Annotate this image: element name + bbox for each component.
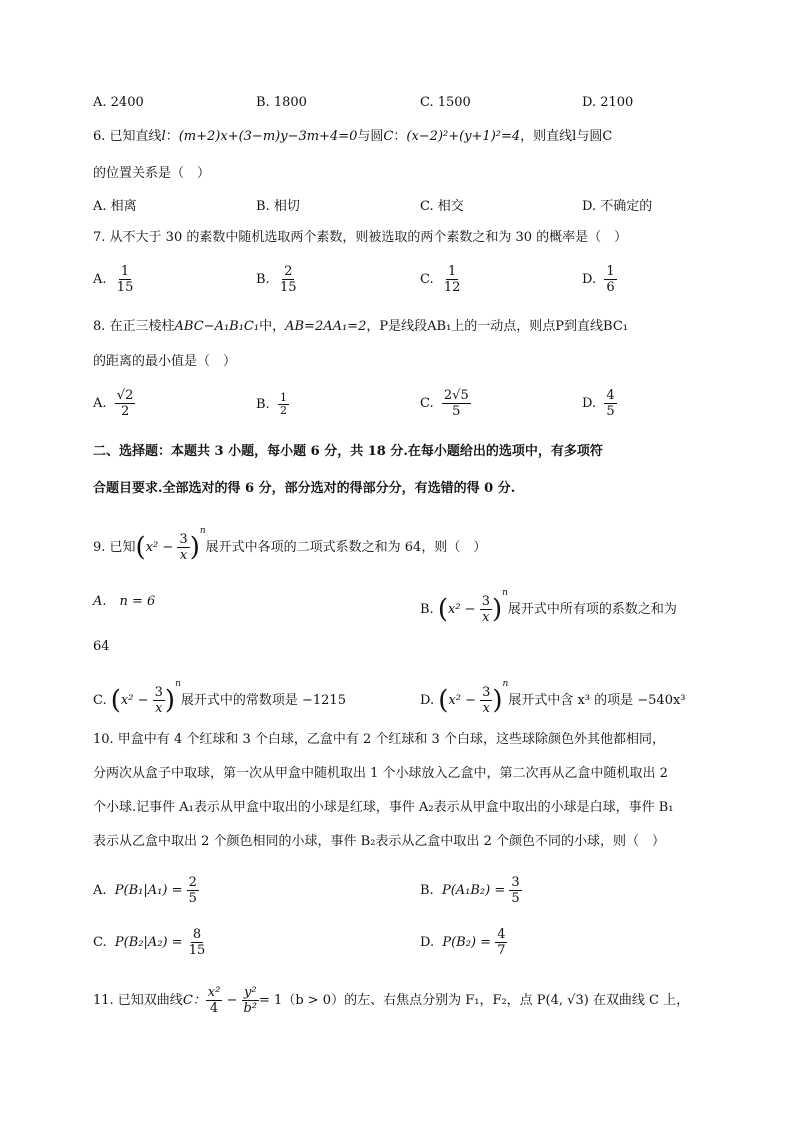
q10-option-b	[420, 875, 522, 906]
q6-colon: ：	[165, 129, 179, 144]
q10-d-den: 7	[497, 943, 506, 958]
q6-tail: ，则直线l与圆C	[520, 129, 613, 144]
q9-option-d: D. (x² − $\frac{3}{x}$ )$^n$展开式中含 x³ 的项是 −540x³	[420, 679, 686, 716]
q10-d-label: D.	[420, 935, 435, 950]
q7-a-den: 15	[116, 280, 134, 295]
q8-option-b	[256, 392, 289, 417]
q11-four: 4	[209, 1001, 219, 1016]
q8-a-fraction	[115, 388, 136, 419]
q8-a-num: √2	[116, 388, 134, 403]
q10-d-num: 4	[497, 927, 506, 942]
q10-line4: 表示从乙盒中取出 2 个颜色相同的小球，事件 B₂表示从乙盒中取出 2 个颜色不同的小球，则（ ）	[93, 834, 665, 849]
q6-stem: 6. 已知直线l：(m+2)x+(3−m)y−3m+4=0与圆C：(x−2)²+(y+1)²=4，则直线l与圆C	[93, 129, 613, 144]
q10-c-num: 8	[192, 927, 202, 942]
q7-option-b	[256, 264, 299, 295]
q9-b-label: B.	[420, 602, 434, 617]
q11-pre: 11. 已知双曲线	[93, 993, 183, 1008]
q7-c-num: 1	[448, 264, 457, 279]
q11-eq-tail: = 1（b > 0）的左、右焦点分别为 F₁，F₂，点 P(4, √3) 在双曲线 C 上，	[259, 993, 690, 1008]
q10-c-expr: P(B₂|A₂) =	[114, 935, 183, 950]
q7-c-label: C.	[420, 272, 434, 287]
q8-a-label: A.	[93, 396, 107, 411]
q11-x-fraction	[206, 985, 223, 1016]
q8-c-num: 2√5	[443, 388, 469, 403]
q10-b-expr: P(A₁B₂) =	[441, 883, 506, 898]
q9-pre: 9. 已知	[93, 540, 136, 555]
q6-option-a: A. 相离	[93, 199, 137, 214]
q10-d-expr: P(B₂) =	[442, 935, 492, 950]
q8-b-label: B.	[256, 397, 270, 412]
q7-d-fraction	[604, 264, 616, 295]
q9-option-a: A. n = 6	[93, 594, 156, 609]
q5-option-d: D. 2100	[582, 95, 634, 110]
q7-c-fraction	[442, 264, 463, 295]
q11-y-fraction	[241, 985, 259, 1016]
q8-b-den: 2	[279, 404, 287, 417]
q10-a-fraction	[187, 875, 199, 906]
q6-option-b: B. 相切	[256, 199, 300, 214]
section2-heading-line1: 二、选择题：本题共 3 小题，每小题 6 分，共 18 分.在每小题给出的选项中，有多项符	[93, 444, 603, 459]
q10-b-num: 3	[511, 875, 520, 890]
q8-prism: ABC−A₁B₁C₁	[174, 319, 260, 334]
q8-option-c	[420, 388, 471, 419]
q9-d-text: 展开式中含 x³ 的项是 −540x³	[508, 693, 686, 708]
q7-option-d	[582, 264, 617, 295]
q11-stem: 11. 已知双曲线C： $\frac{\text{x²}}{4}$ − $\frac{\text{y²}}{\text{b²}}$ = 1（b > 0）的左、右焦点分别为 F₁，F₂，点 P(4, √3) 在双曲线 C 上，	[93, 985, 690, 1016]
q8-comma: 中，	[259, 319, 286, 334]
q11-y2: y²	[243, 985, 257, 1000]
q10-c-den: 15	[188, 943, 206, 958]
q7-option-c	[420, 264, 462, 295]
q8-d-den: 5	[606, 404, 615, 419]
q8-b-num: 1	[279, 391, 287, 404]
q10-a-num: 2	[188, 875, 197, 890]
q7-stem: 7. 从不大于 30 的素数中随机选取两个素数，则被选取的两个素数之和为 30 的概率是（ ）	[93, 230, 628, 245]
q9-b-text: 展开式中所有项的系数之和为	[507, 602, 677, 617]
q7-d-den: 6	[606, 280, 615, 295]
q7-b-label: B.	[256, 272, 270, 287]
q10-line1: 10. 甲盒中有 4 个红球和 3 个白球，乙盒中有 2 个红球和 3 个白球，这些球除颜色外其他都相同，	[93, 732, 665, 747]
q10-b-den: 5	[511, 891, 520, 906]
q6-stem-line2: 的位置关系是（ ）	[93, 166, 211, 181]
q10-a-expr: P(B₁|A₁) =	[114, 883, 183, 898]
q10-option-a	[93, 875, 199, 906]
q11-curve-name: C：	[182, 993, 206, 1008]
q9-c-text: 展开式中的常数项是 −1215	[180, 693, 346, 708]
q6-stem-pre: 6. 已知直线	[93, 129, 162, 144]
q10-d-fraction	[495, 927, 507, 958]
q8-stem-line2: 的距离的最小值是（ ）	[93, 354, 237, 369]
q7-b-fraction	[278, 264, 299, 295]
q6-line-l: l	[161, 129, 166, 144]
q9-expr-num: 3	[179, 532, 188, 547]
q8-b-fraction	[278, 392, 289, 417]
q8-p-text: ，P是线段AB₁上的一动点，则点P到直线BC₁	[366, 319, 628, 334]
q10-line2: 分两次从盒子中取球，第一次从甲盒中随机取出 1 个小球放入乙盒中，第二次再从乙盒中随机取出 2	[93, 766, 668, 781]
q9-post: 展开式中各项的二项式系数之和为 64，则（ ）	[205, 540, 487, 555]
q10-b-label: B.	[420, 883, 434, 898]
q10-a-label: A.	[93, 883, 107, 898]
q6-circle-c: C	[383, 129, 394, 144]
q9-c-label: C.	[93, 693, 107, 708]
q8-option-d	[582, 388, 617, 419]
q7-d-label: D.	[582, 272, 597, 287]
q7-a-num: 1	[120, 264, 130, 279]
q7-option-a	[93, 264, 135, 295]
q11-b2: b²	[243, 1001, 258, 1016]
q7-b-den: 15	[279, 280, 297, 295]
q9-option-c: C. (x² − $\frac{3}{x}$ )$^n$展开式中的常数项是 −1215	[93, 679, 346, 716]
q9-expr-fraction	[177, 532, 189, 563]
q8-c-label: C.	[420, 396, 434, 411]
q8-a-den: 2	[120, 404, 130, 419]
q7-a-fraction	[115, 264, 136, 295]
q10-b-fraction	[509, 875, 521, 906]
q10-line3: 个小球.记事件 A₁表示从甲盒中取出的小球是红球，事件 A₂表示从甲盒中取出的小球是白球，事件 B₁	[93, 800, 674, 815]
q8-stem-pre: 8. 在正三棱柱	[93, 319, 175, 334]
q6-mid: 与圆	[357, 129, 384, 144]
q8-stem	[93, 318, 628, 336]
q5-option-b: B. 1800	[256, 95, 307, 110]
q6-option-d: D. 不确定的	[582, 199, 653, 214]
q8-c-fraction	[442, 388, 471, 419]
q9-stem: 9. 已知(x² − $\frac{3}{x}$ )$^n$展开式中各项的二项式系数之和为 64，则（ ）	[93, 526, 487, 563]
q10-a-den: 5	[188, 891, 197, 906]
q6-circle-equation: (x−2)²+(y+1)²=4	[406, 129, 521, 144]
section2-heading-line2: 合题目要求.全部选对的得 6 分，部分选对的得部分分，有选错的得 0 分.	[93, 481, 516, 496]
q9-option-b-continued: 64	[93, 639, 110, 654]
q9-expr-exp: n	[199, 526, 206, 536]
q11-x2: x²	[207, 985, 221, 1000]
q8-c-den: 5	[452, 404, 461, 419]
q9-d-label: D.	[420, 693, 435, 708]
q8-condition: AB=2AA₁=2	[285, 319, 367, 334]
q5-option-c: C. 1500	[420, 95, 471, 110]
q8-option-a	[93, 388, 135, 419]
q7-d-num: 1	[606, 264, 615, 279]
q10-option-c	[93, 927, 207, 958]
q10-option-d	[420, 927, 507, 958]
q6-line-equation: (m+2)x+(3−m)y−3m+4=0	[178, 129, 358, 144]
q9-expr-base: x² −	[145, 540, 178, 555]
q8-d-label: D.	[582, 396, 597, 411]
q7-c-den: 12	[443, 280, 461, 295]
q7-b-num: 2	[284, 264, 293, 279]
q5-option-a: A. 2400	[93, 95, 144, 110]
q6-option-c: C. 相交	[420, 199, 464, 214]
q8-d-num: 4	[606, 388, 615, 403]
q7-a-label: A.	[93, 272, 107, 287]
q8-d-fraction	[604, 388, 616, 419]
q10-c-fraction	[187, 927, 208, 958]
q10-c-label: C.	[93, 935, 107, 950]
q9-expr-den: x	[179, 548, 188, 563]
q9-option-b: B. (x² − $\frac{3}{x}$ )$^n$展开式中所有项的系数之和为	[420, 588, 677, 625]
